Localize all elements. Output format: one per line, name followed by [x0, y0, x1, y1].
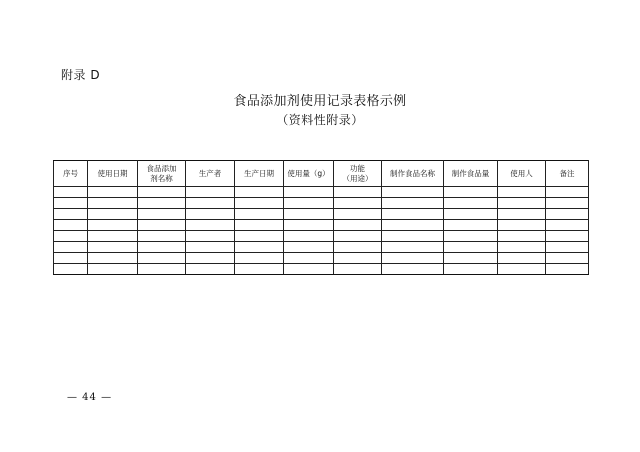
table-cell [382, 187, 444, 198]
table-cell [235, 264, 284, 275]
document-title: 食品添加剂使用记录表格示例 [233, 94, 407, 109]
table-cell [444, 209, 498, 220]
table-cell [546, 253, 589, 264]
page-number: — 44 — [67, 392, 113, 403]
table-cell [334, 242, 382, 253]
table-cell [546, 198, 589, 209]
table-cell [498, 253, 546, 264]
table-cell [284, 253, 334, 264]
table-cell [186, 209, 235, 220]
table-cell [498, 187, 546, 198]
table-cell [138, 209, 186, 220]
column-header: 功能 （用途） [334, 161, 382, 187]
table-cell [138, 187, 186, 198]
table-cell [88, 242, 138, 253]
table-cell [54, 220, 88, 231]
table-cell [444, 242, 498, 253]
column-header: 使用日期 [88, 161, 138, 187]
table-cell [444, 253, 498, 264]
table-cell [138, 242, 186, 253]
table-cell [334, 209, 382, 220]
table-row [54, 209, 589, 220]
table-cell [382, 242, 444, 253]
table-header-row [54, 161, 589, 187]
table-cell [382, 198, 444, 209]
table-cell [235, 209, 284, 220]
column-header: 使用人 [498, 161, 546, 187]
column-header: 制作食品量 [444, 161, 498, 187]
table-cell [498, 209, 546, 220]
table-cell [498, 264, 546, 275]
table-cell [284, 198, 334, 209]
table-cell [498, 231, 546, 242]
table-cell [546, 264, 589, 275]
table-cell [88, 209, 138, 220]
table-cell [546, 187, 589, 198]
table-cell [235, 198, 284, 209]
column-header: 使用量（g） [284, 161, 334, 187]
table-cell [334, 220, 382, 231]
table-cell [54, 209, 88, 220]
table-cell [498, 242, 546, 253]
table-cell [284, 231, 334, 242]
table-cell [88, 220, 138, 231]
table-cell [186, 264, 235, 275]
table-cell [284, 264, 334, 275]
table-cell [88, 253, 138, 264]
table-cell [235, 187, 284, 198]
table-cell [284, 209, 334, 220]
table-row [54, 220, 589, 231]
column-header: 生产日期 [235, 161, 284, 187]
table-cell [186, 231, 235, 242]
table-cell [54, 198, 88, 209]
table-cell [498, 198, 546, 209]
table-cell [382, 231, 444, 242]
table-cell [235, 253, 284, 264]
table-cell [444, 231, 498, 242]
table-cell [186, 242, 235, 253]
table-cell [546, 220, 589, 231]
table-row [54, 242, 589, 253]
appendix-label: 附录 D [61, 68, 101, 82]
column-header: 食品添加 剂名称 [138, 161, 186, 187]
table-cell [334, 264, 382, 275]
table-cell [334, 253, 382, 264]
table-cell [284, 187, 334, 198]
table-cell [186, 253, 235, 264]
table-row [54, 187, 589, 198]
table-cell [444, 187, 498, 198]
table-cell [138, 220, 186, 231]
table-cell [138, 198, 186, 209]
table-cell [235, 220, 284, 231]
table-row [54, 198, 589, 209]
table-cell [444, 264, 498, 275]
table-cell [138, 231, 186, 242]
table-row [54, 231, 589, 242]
table-row [54, 264, 589, 275]
table-row [54, 253, 589, 264]
table-cell [54, 231, 88, 242]
table-cell [186, 220, 235, 231]
table-cell [546, 209, 589, 220]
table-cell [138, 264, 186, 275]
column-header: 序号 [54, 161, 88, 187]
table-cell [138, 253, 186, 264]
table-cell [54, 242, 88, 253]
table-cell [54, 253, 88, 264]
table-cell [235, 231, 284, 242]
table-cell [546, 231, 589, 242]
column-header: 备注 [546, 161, 589, 187]
table-body [54, 187, 589, 275]
table-cell [546, 242, 589, 253]
table-cell [88, 231, 138, 242]
table-cell [334, 198, 382, 209]
table-cell [334, 187, 382, 198]
table-cell [382, 253, 444, 264]
table-cell [54, 264, 88, 275]
table-cell [284, 220, 334, 231]
table-cell [334, 231, 382, 242]
table-cell [88, 187, 138, 198]
table-cell [88, 264, 138, 275]
table-cell [186, 187, 235, 198]
table-cell [284, 242, 334, 253]
table-cell [235, 242, 284, 253]
table-cell [88, 198, 138, 209]
table-cell [382, 209, 444, 220]
document-subtitle: （资料性附录） [276, 113, 364, 127]
column-header: 生产者 [186, 161, 235, 187]
table-cell [444, 198, 498, 209]
table-cell [382, 264, 444, 275]
column-header: 制作食品名称 [382, 161, 444, 187]
table-cell [54, 187, 88, 198]
table-cell [444, 220, 498, 231]
table-cell [498, 220, 546, 231]
table-cell [382, 220, 444, 231]
table-cell [186, 198, 235, 209]
additive-usage-record-table [53, 160, 589, 275]
